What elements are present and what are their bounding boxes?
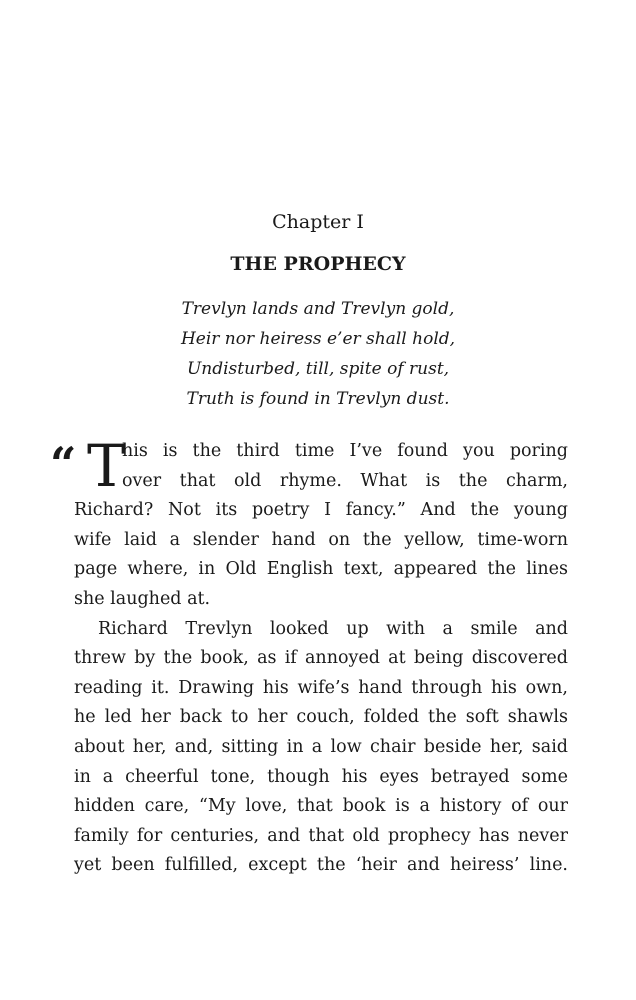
drop-cap-quote: “ (50, 437, 77, 491)
paragraph-2-line: about her, and, sitting in a low chair beside her, said (74, 736, 568, 757)
epigraph-line: Heir nor heiress e’er shall hold, (180, 329, 456, 349)
body-text (74, 432, 568, 881)
paragraph-1-line: wife laid a slender hand on the yellow, time-worn (74, 529, 568, 550)
paragraph-2-line: he led her back to her couch, folded the soft shawls (74, 707, 568, 728)
epigraph-line: Trevlyn lands and Trevlyn gold, (181, 299, 455, 319)
paragraph-2-line: in a cheerful tone, though his eyes betrayed some (74, 766, 568, 787)
epigraph (0, 294, 636, 414)
paragraph-1-line: his is the third time I’ve found you poring (122, 441, 568, 461)
paragraph-1-line: over that old rhyme. What is the charm, (122, 470, 568, 491)
epigraph-line: Undisturbed, till, spite of rust, (186, 359, 450, 379)
paragraph-1-line: Richard? Not its poetry I fancy.” And the young (74, 500, 568, 521)
paragraph-2-line: reading it. Drawing his wife’s hand through his own, (74, 677, 568, 698)
paragraph-2-line: Richard Trevlyn looked up with a smile and (98, 618, 568, 639)
paragraph-2-line: threw by the book, as if annoyed at being discovered (74, 648, 568, 669)
paragraph-1-line: she laughed at. (74, 588, 211, 609)
epigraph-line: Truth is found in Trevlyn dust. (186, 389, 450, 409)
paragraph-1-line: page where, in Old English text, appeared the lines (74, 559, 568, 580)
paragraph-2-line: hidden care, “My love, that book is a history of our (74, 796, 568, 817)
chapter-label: Chapter I (272, 211, 364, 233)
paragraph-2-line: yet been fulfilled, except the ‘heir and heiress’ line. (74, 855, 568, 876)
drop-cap-letter: T (87, 432, 126, 500)
chapter-title: THE PROPHECY (230, 253, 406, 275)
paragraph-2-line: family for centuries, and that old prophecy has never (74, 825, 568, 846)
